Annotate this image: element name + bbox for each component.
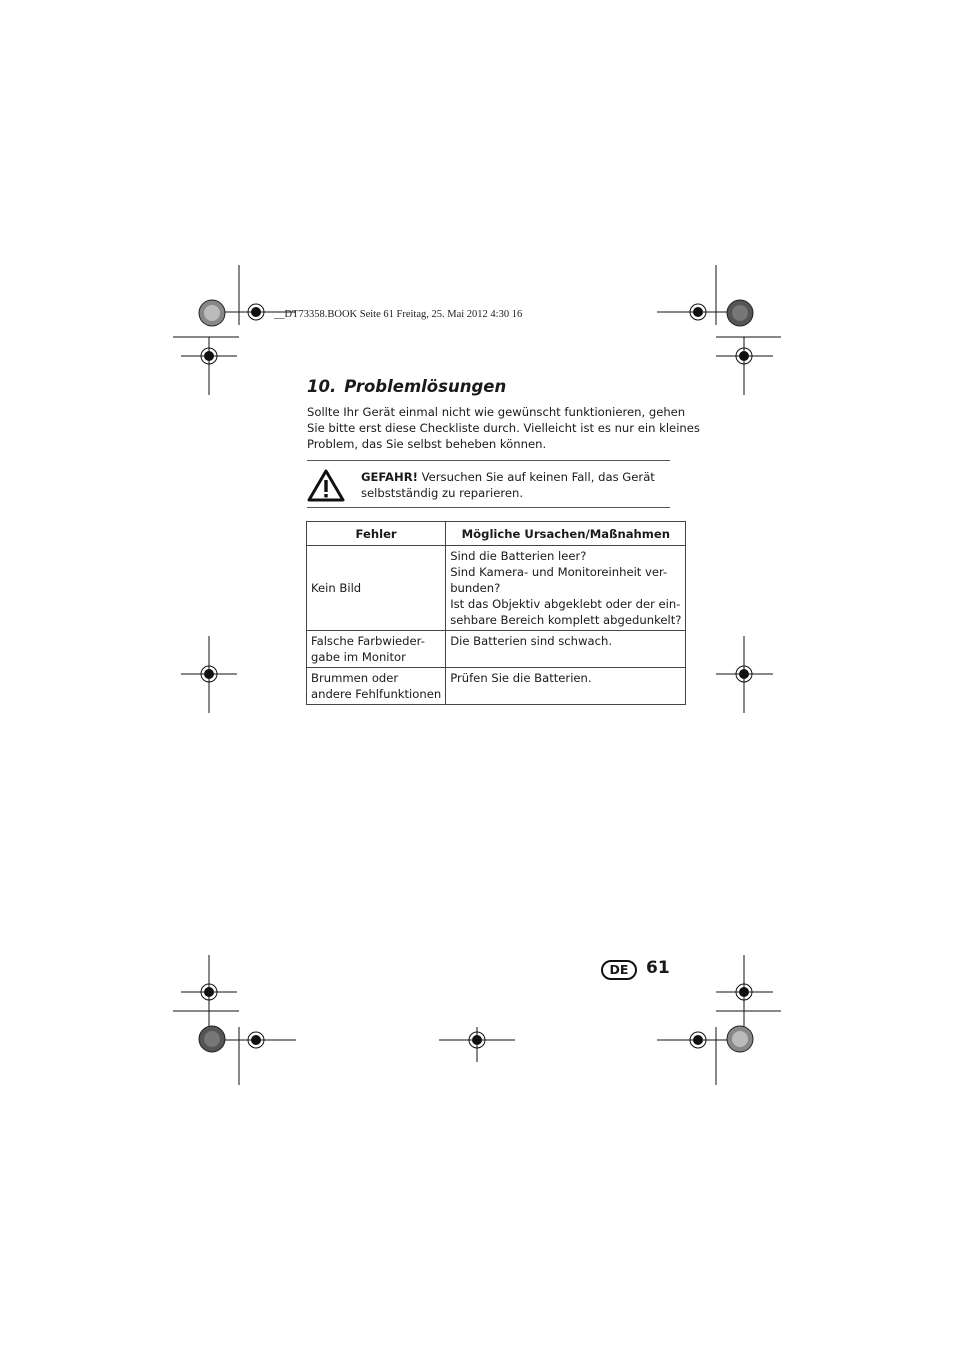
cause-cell xyxy=(446,631,686,668)
fault-line: andere Fehlfunktionen xyxy=(311,687,442,701)
warning-label: GEFAHR! xyxy=(361,470,418,484)
fault-line: Kein Bild xyxy=(311,581,362,595)
header-fault: Fehler xyxy=(307,522,446,546)
cause-line: sehbare Bereich komplett abgedunkelt? xyxy=(450,613,682,627)
table-row xyxy=(307,546,686,631)
table-row xyxy=(307,668,686,705)
cause-line: Prüfen Sie die Batterien. xyxy=(450,671,592,685)
section-title xyxy=(307,377,506,396)
table-row xyxy=(307,631,686,668)
warning-text xyxy=(361,469,655,501)
fault-cell xyxy=(307,546,446,631)
fault-cell xyxy=(307,668,446,705)
cause-line: Ist das Objektiv abgeklebt oder der ein- xyxy=(450,597,681,611)
section-number: 10. xyxy=(307,377,337,396)
fault-cell xyxy=(307,631,446,668)
print-info: __DT73358.BOOK Seite 61 Freitag, 25. Mai 2012 4:30 16 xyxy=(274,309,523,320)
fault-line: Brummen oder xyxy=(311,671,399,685)
cause-cell xyxy=(446,546,686,631)
cause-line: Die Batterien sind schwach. xyxy=(450,634,613,648)
cause-line: Sind Kamera- und Monitoreinheit ver- xyxy=(450,565,668,579)
cause-line: bunden? xyxy=(450,581,501,595)
fault-line: gabe im Monitor xyxy=(311,650,406,664)
troubleshooting-table xyxy=(306,521,686,705)
section-title-text: Problemlösungen xyxy=(344,377,507,396)
fault-line: Falsche Farbwieder- xyxy=(311,634,425,648)
warning-triangle-icon xyxy=(307,469,345,502)
warning-line-1: Versuchen Sie auf keinen Fall, das Gerät xyxy=(417,470,655,484)
language-badge: DE xyxy=(601,960,637,980)
cause-cell xyxy=(446,668,686,705)
intro-line: Problem, das Sie selbst beheben können. xyxy=(307,437,547,451)
warning-top-rule xyxy=(307,460,670,461)
warning-line-2: selbstständig zu reparieren. xyxy=(361,486,524,500)
intro-line: Sie bitte erst diese Checkliste durch. Vielleicht ist es nur ein kleines xyxy=(307,421,700,435)
page-number: 61 xyxy=(646,958,670,978)
header-causes: Mögliche Ursachen/Maßnahmen xyxy=(446,522,686,546)
cause-line: Sind die Batterien leer? xyxy=(450,549,587,563)
table-header-row xyxy=(307,522,686,546)
intro-paragraph xyxy=(307,404,700,452)
warning-bottom-rule xyxy=(307,507,670,508)
intro-line: Sollte Ihr Gerät einmal nicht wie gewünscht funktionieren, gehen xyxy=(307,405,686,419)
